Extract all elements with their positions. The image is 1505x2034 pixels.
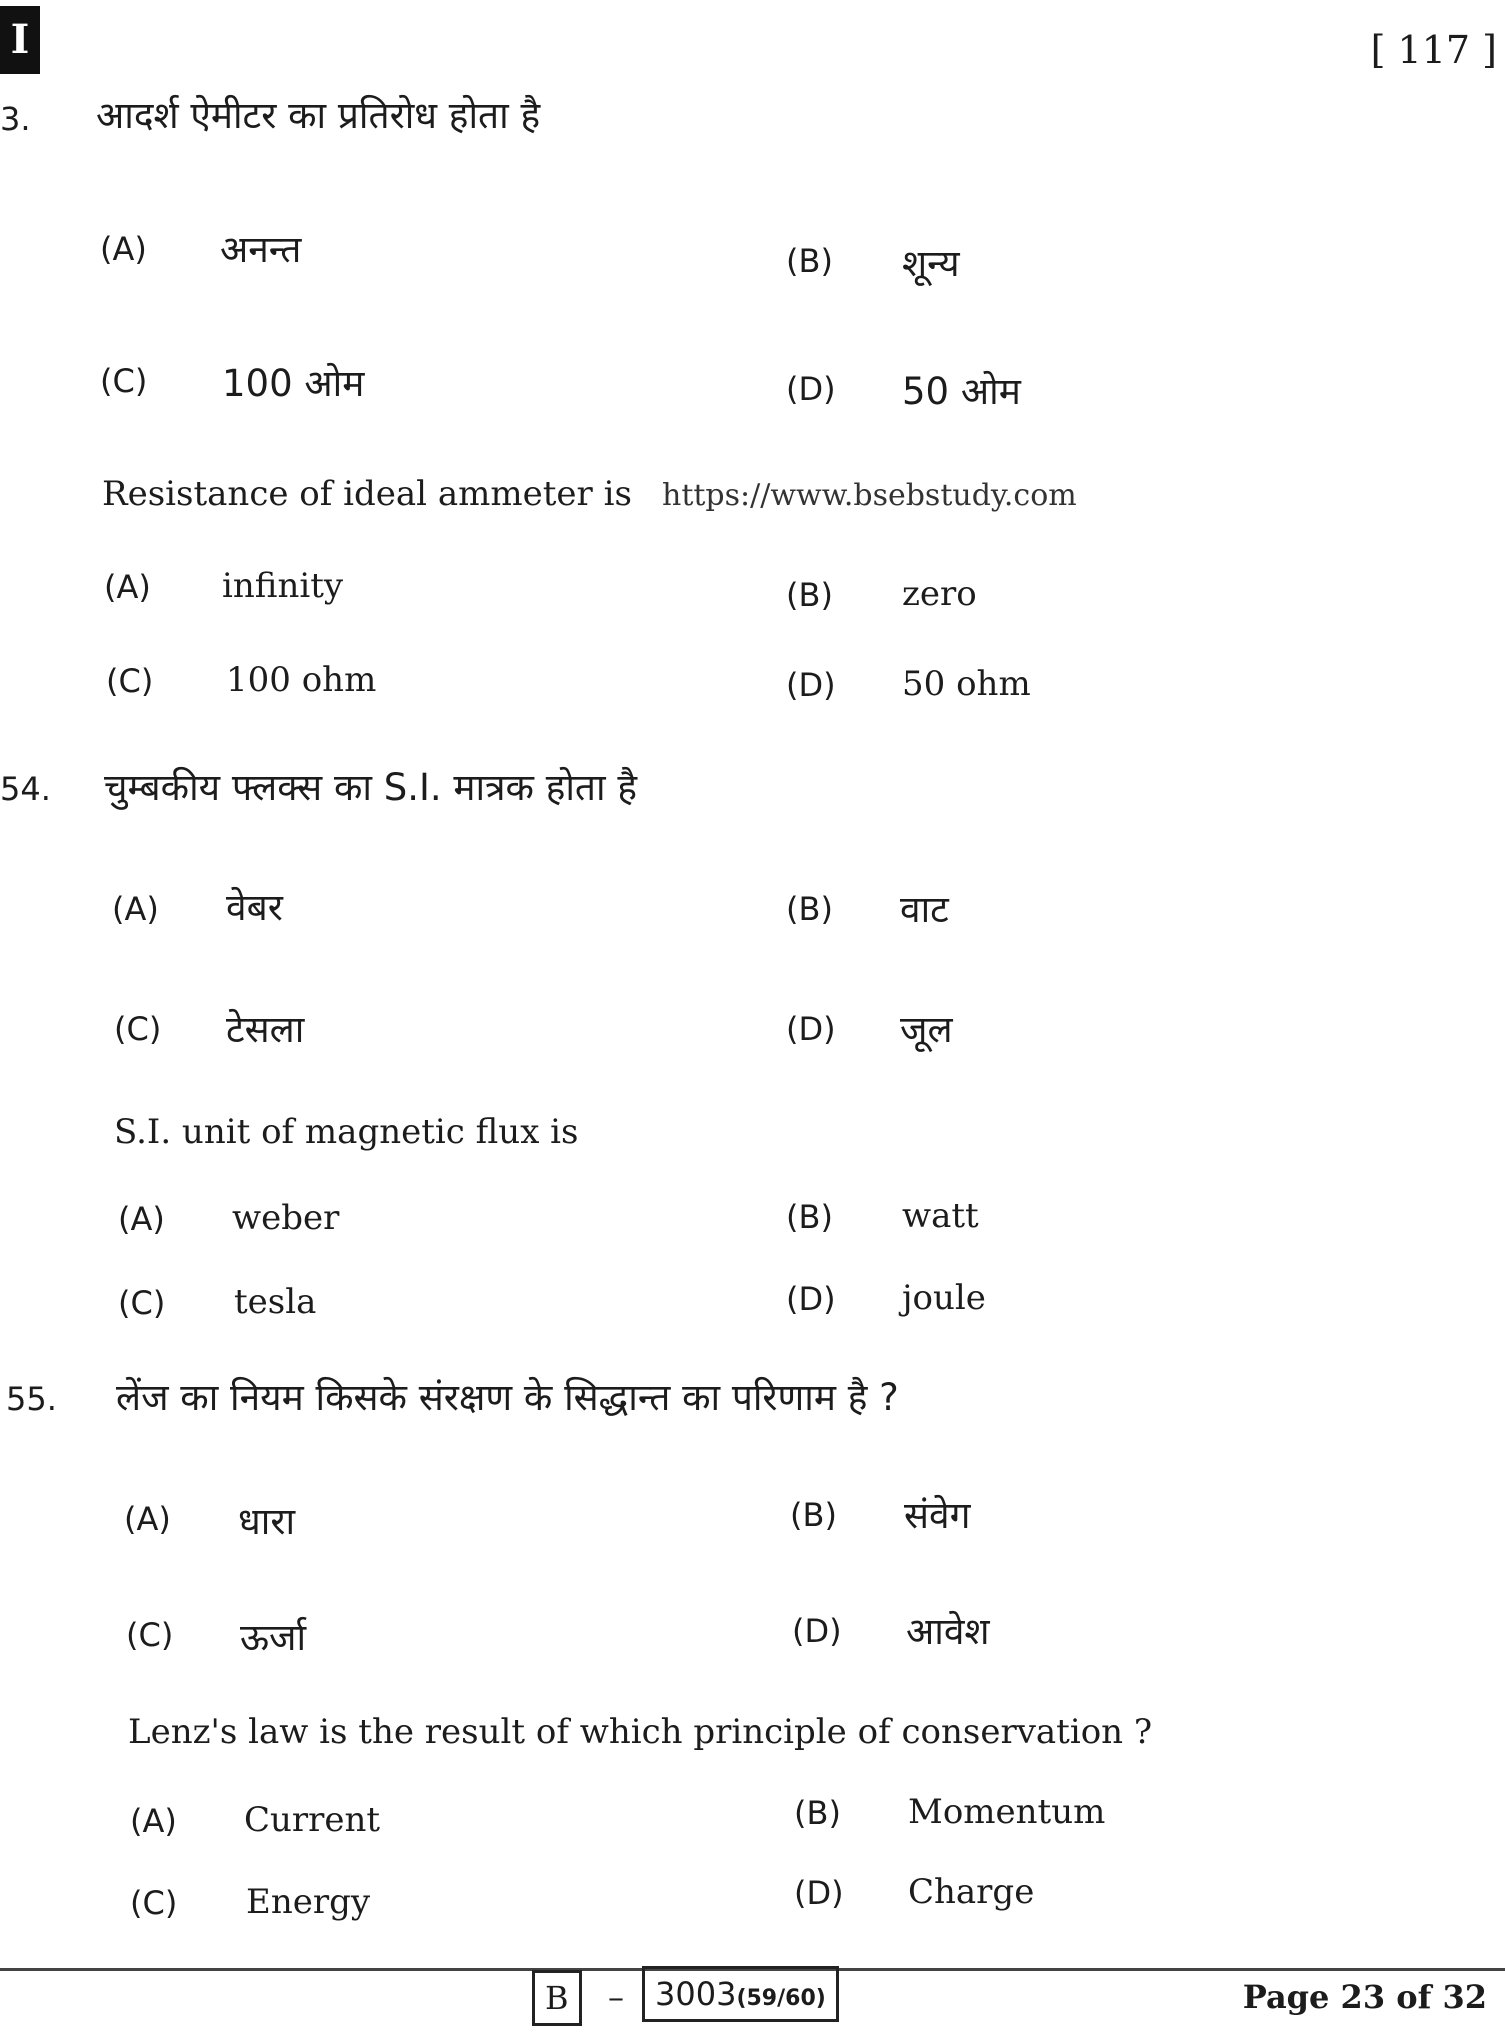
- option-label: (A): [130, 1802, 177, 1840]
- option-label: (D): [786, 1280, 836, 1318]
- option-label: (A): [118, 1200, 165, 1238]
- option-text-hindi: 50 ओम: [902, 370, 1021, 413]
- option-label: (D): [786, 1010, 836, 1048]
- option-text-english: infinity: [222, 566, 344, 606]
- option-text-hindi: अनन्त: [220, 228, 302, 271]
- option-text-hindi: वेबर: [226, 886, 283, 929]
- option-text-hindi: ऊर्जा: [240, 1616, 307, 1659]
- option-text-english: Charge: [908, 1872, 1035, 1912]
- option-text-english: tesla: [234, 1282, 317, 1322]
- option-text-english: Current: [244, 1800, 381, 1840]
- question-text-english: Resistance of ideal ammeter is: [102, 474, 632, 514]
- question-text-english: Lenz's law is the result of which principle of conservation ?: [128, 1712, 1153, 1752]
- watermark-url: https://www.bsebstudy.com: [662, 478, 1077, 513]
- question-text-hindi: लेंज का नियम किसके संरक्षण के सिद्धान्त का परिणाम है ?: [116, 1376, 899, 1419]
- option-text-hindi: शून्य: [902, 242, 960, 285]
- option-label: (C): [118, 1284, 166, 1322]
- option-label: (A): [124, 1500, 171, 1538]
- option-text-hindi: टेसला: [226, 1008, 305, 1051]
- option-label: (D): [786, 370, 836, 408]
- option-label: (B): [794, 1794, 841, 1832]
- option-text-english: joule: [902, 1278, 986, 1318]
- question-number: 55.: [6, 1380, 57, 1418]
- option-text-hindi: संवेग: [904, 1494, 971, 1537]
- option-text-hindi: 100 ओम: [222, 362, 365, 405]
- question-number: 3.: [0, 100, 31, 138]
- option-label: (B): [790, 1496, 837, 1534]
- question-number: 54.: [0, 770, 51, 808]
- question-text-hindi: चुम्बकीय फ्लक्स का S.I. मात्रक होता है: [104, 766, 638, 809]
- paper-code-sub: (59/60): [736, 1986, 826, 2011]
- option-label: (B): [786, 1198, 833, 1236]
- section-tab: I: [0, 6, 40, 74]
- option-text-english: 50 ohm: [902, 664, 1031, 704]
- option-label: (B): [786, 242, 833, 280]
- option-text-english: Momentum: [908, 1792, 1106, 1832]
- option-text-hindi: वाट: [900, 888, 949, 931]
- option-text-english: weber: [232, 1198, 340, 1238]
- footer-dash: –: [608, 1978, 624, 2016]
- paper-code-box: [642, 1966, 839, 2022]
- option-label: (B): [786, 890, 833, 928]
- option-label: (D): [794, 1874, 844, 1912]
- option-label: (A): [112, 890, 159, 928]
- option-text-hindi: आवेश: [906, 1610, 990, 1653]
- option-label: (A): [100, 230, 147, 268]
- option-text-english: zero: [902, 574, 977, 614]
- option-label: (C): [106, 662, 154, 700]
- option-label: (C): [100, 362, 148, 400]
- option-label: (B): [786, 576, 833, 614]
- paper-code: 3003: [655, 1975, 737, 2013]
- page-number-top: [ 117 ]: [1370, 28, 1497, 72]
- option-text-hindi: धारा: [238, 1500, 296, 1543]
- option-label: (D): [786, 666, 836, 704]
- question-text-hindi: आदर्श ऐमीटर का प्रतिरोध होता है: [96, 94, 541, 137]
- set-code-box: B: [532, 1970, 582, 2026]
- option-text-english: watt: [902, 1196, 979, 1236]
- page-footer-label: Page 23 of 32: [1242, 1978, 1487, 2016]
- option-text-hindi: जूल: [900, 1008, 953, 1051]
- option-text-english: Energy: [246, 1882, 371, 1922]
- option-label: (C): [114, 1010, 162, 1048]
- option-label: (A): [104, 568, 151, 606]
- question-text-english: S.I. unit of magnetic flux is: [114, 1112, 579, 1152]
- option-label: (C): [130, 1884, 178, 1922]
- option-label: (D): [792, 1612, 842, 1650]
- option-label: (C): [126, 1616, 174, 1654]
- option-text-english: 100 ohm: [226, 660, 377, 700]
